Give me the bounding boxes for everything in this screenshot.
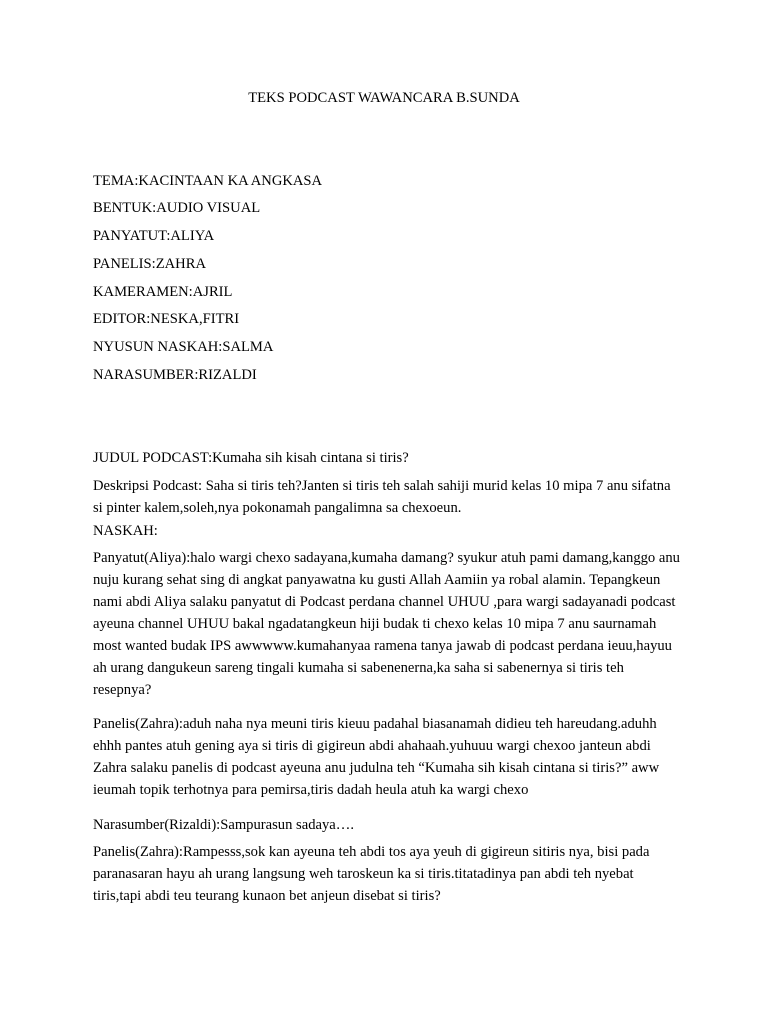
- meta-panelis: PANELIS:ZAHRA: [93, 256, 206, 272]
- meta-panyatut: PANYATUT:ALIYA: [93, 228, 215, 244]
- script-heading: NASKAH:: [93, 523, 158, 539]
- podcast-title: JUDUL PODCAST:Kumaha sih kisah cintana si tiris?: [93, 450, 409, 466]
- meta-nyusun-naskah: NYUSUN NASKAH:SALMA: [93, 339, 274, 355]
- meta-tema: TEMA:KACINTAAN KA ANGKASA: [93, 173, 323, 189]
- meta-bentuk: BENTUK:AUDIO VISUAL: [93, 200, 261, 216]
- script-paragraph-panyatut: Panyatut(Aliya):halo wargi chexo sadayana,kumaha damang? syukur atuh pami damang,kanggo anu nuju kurang sehat sing di angkat panyawatna ku gusti Allah Aamiin ya robal alamin. Tepangkeun nami abdi Aliya salaku panyatut di Podcast perdana channel UHUU ,para wargi sadayanadi podcast ayeuna channel UHUU bakal ngadatangkeun hiji budak ti chexo kelas 10 mipa 7 anu saurnamah most wanted budak IPS awwwww.kumahanyaa ramena tanya jawab di podcast perdana ieuu,hayuu ah urang dangukeun sareng tingali kumaha si sabenenerna,ka saha si sabenernya si tiris teh resepnya?: [93, 550, 680, 698]
- meta-editor: EDITOR:NESKA,FITRI: [93, 311, 240, 327]
- meta-narasumber: NARASUMBER:RIZALDI: [93, 367, 257, 383]
- script-paragraph-panelis-2: Panelis(Zahra):Rampesss,sok kan ayeuna teh abdi tos aya yeuh di gigireun sitiris nya, bisi pada paranasaran hayu ah urang langsung weh taroskeun ka si tiris.titatadinya pan abdi teh nyebat tiris,tapi abdi teu teurang kunaon bet anjeun disebat si tiris?: [93, 844, 650, 904]
- meta-kameramen: KAMERAMEN:AJRIL: [93, 284, 233, 300]
- document-title: TEKS PODCAST WAWANCARA B.SUNDA: [248, 90, 520, 106]
- script-paragraph-panelis: Panelis(Zahra):aduh naha nya meuni tiris kieuu padahal biasanamah didieu teh hareudang.aduhh ehhh pantes atuh gening aya si tiris di gigireun abdi ahahaah.yuhuuu wargi chexoo janteun abdi Zahra salaku panelis di podcast ayeuna anu judulna teh “Kumaha sih kisah cintana si tiris?” aww ieumah topik terhotnya para pemirsa,tiris dadah heula atuh ka wargi chexo: [93, 716, 660, 798]
- script-paragraph-narasumber: Narasumber(Rizaldi):Sampurasun sadaya….: [93, 817, 354, 833]
- podcast-description: Deskripsi Podcast: Saha si tiris teh?Janten si tiris teh salah sahiji murid kelas 10 mipa 7 anu sifatna si pinter kalem,soleh,nya pokonamah pangalimna sa chexoeun.: [93, 478, 671, 516]
